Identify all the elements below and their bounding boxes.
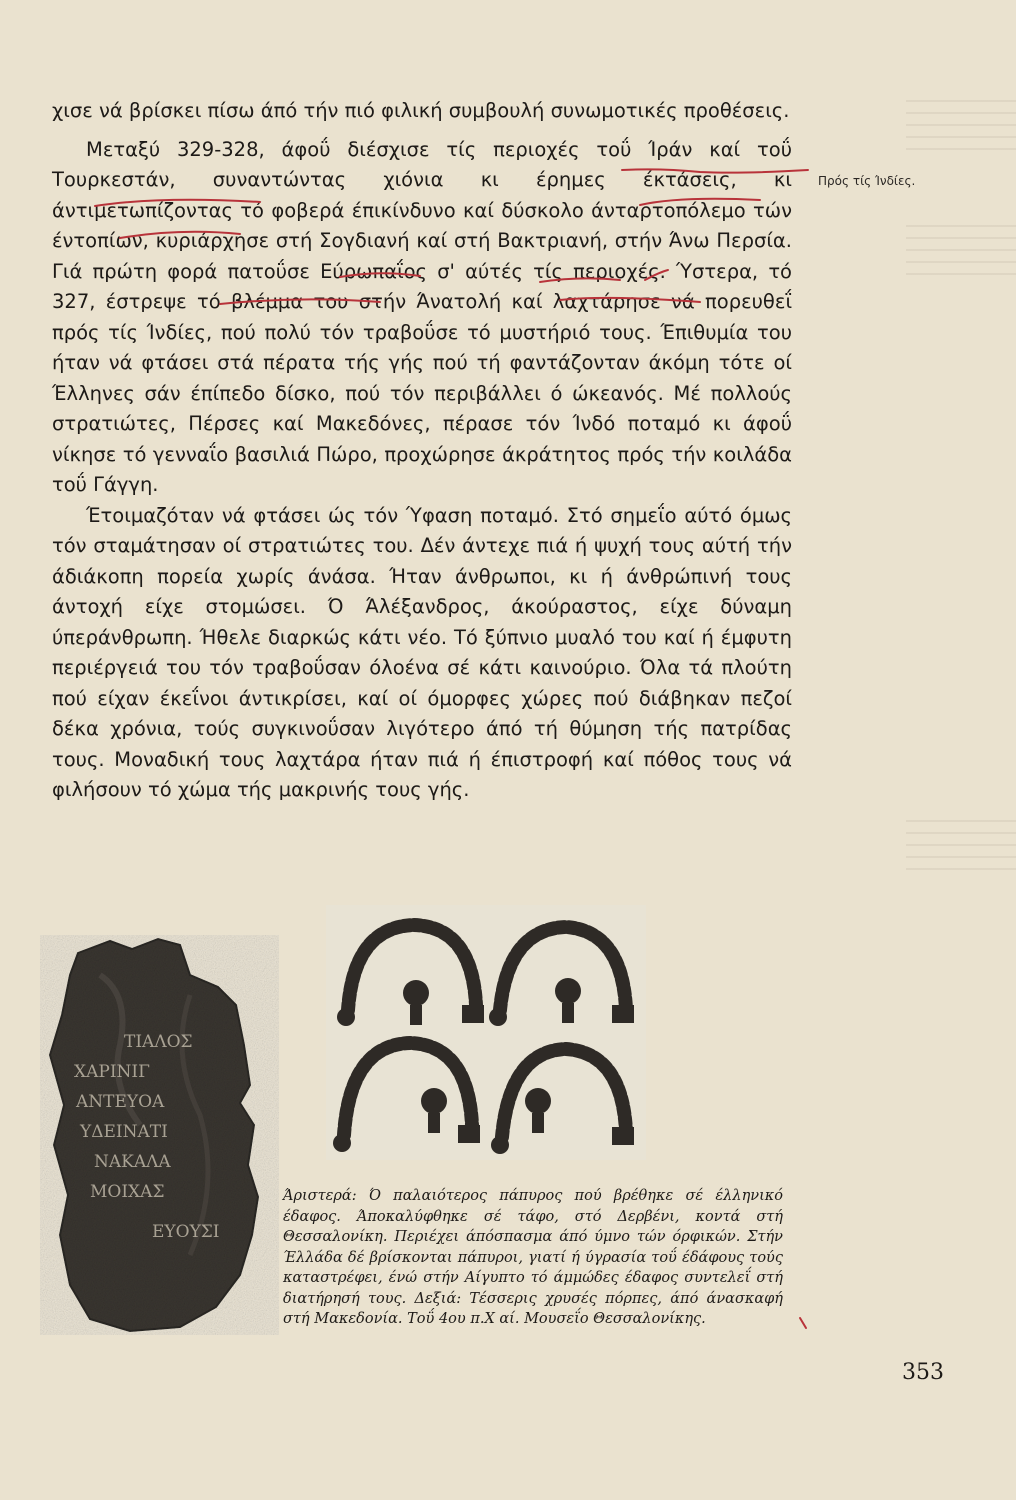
brooch xyxy=(333,1043,480,1152)
papyrus-line-4: ΥΔΕΙΝΑΤΙ xyxy=(80,1122,168,1142)
papyrus-line-6: ΜΟΙΧΑΣ xyxy=(90,1182,165,1202)
bleed-through-text xyxy=(906,225,1016,285)
brooch xyxy=(491,1049,634,1154)
papyrus-line-5: ΝΑΚΑΛΑ xyxy=(94,1152,171,1172)
papyrus-photo xyxy=(40,935,280,1335)
papyrus-line-2: ΧΑΡΙΝΙΓ xyxy=(74,1062,150,1082)
paragraph-3: Έτοιμαζόταν νά φτάσει ώς τόν Ύφαση ποταμό. Στό σημεΐο αύτό όμως τόν σταμάτησαν οί στρατιώτες του. Δέν άντεχε πιά ή ψυχή τους αύτή τήν άδιάκοπη πορεία χωρίς άνάσα. Ήταν άνθρωποι, κι ή άνθρώπινή τους άντοχή είχε στομώσει. Ό Άλέξανδρος, άκούραστος, είχε δύναμη ύπεράνθρωπη. Ήθελε διαρκώς κάτι νέο. Τό ξύπνιο μυαλό του καί ή έμφυτη περιέργειά του τόν τραβοΰσαν όλοένα σέ κάτι καινούριο. Όλα τά πλούτη πού είχαν έκεΐνοι άντικρίσει, καί οί όμορφες χώρες πού διάβηκαν πεζοί δέκα χρόνια, τούς συγκινοΰσαν λιγότερο άπό τή θύμηση τής πατρίδας τους. Μοναδική τους λαχτάρα ήταν πιά ή έπιστροφή καί πόθος τους νά φιλήσουν τό χώμα τής μακρινής τους γής. xyxy=(52,503,792,801)
page-number: 353 xyxy=(902,1360,944,1385)
brooches-photo xyxy=(326,905,646,1160)
papyrus-line-3: ΑΝΤΕΥΟΑ xyxy=(76,1092,165,1112)
figure-caption: Άριστερά: Ό παλαιότερος πάπυρος πού βρέθηκε σέ έλληνικό έδαφος. Άποκαλύφθηκε σέ τάφο, στό Δερβένι, κοντά στή Θεσσαλονίκη. Περιέχει άπόσπασμα άπό ύμνο τών όρφικών. Στήν Έλλάδα δέ βρίσκονται πάπυροι, γιατί ή ύγρασία τοΰ έδάφους τούς καταστρέφει, ένώ στήν Αίγυπτο τό άμμώδες έδαφος συντελεΐ στή διατήρησή τους. Δεξιά: Τέσσερις χρυσές πόρπες, άπό άνασκαφή στή Μακεδονία. Τοΰ 4ου π.Χ αί. Μουσεΐο Θεσσαλονίκης. xyxy=(283,1188,783,1327)
papyrus-line-7: ΕΥΟΥΣΙ xyxy=(152,1222,220,1242)
papyrus-line-1: ΤΙΑΛΟΣ xyxy=(124,1032,193,1052)
brooch xyxy=(489,927,634,1026)
bleed-through-text xyxy=(906,100,1016,160)
brooch xyxy=(337,925,484,1026)
paragraph-2: Μεταξύ 329-328, άφοΰ διέσχισε τίς περιοχές τοΰ Ίράν καί τοΰ Τουρκεστάν, συναντώντας χιόνια κι έρημες έκτάσεις, κι άντιμετωπίζοντας τό φοβερά έπικίνδυνο καί δύσκολο άνταρτοπόλεμο τών έντοπίων, κυριάρχησε στή Σογδιανή καί στή Βακτριανή, στήν Άνω Περσία. Γιά πρώτη φορά πατοΰσε Εύρωπαΐος σ' αύτές τίς περιοχές. Ύστερα, τό 327, έστρεψε τό βλέμμα του στήν Άνατολή καί λαχτάρησε νά πορευθεΐ πρός τίς Ίνδίες, πού πολύ τόν τραβοΰσε τό μυστήριό τους. Έπιθυμία του ήταν νά φτάσει στά πέρατα τής γής πού τή φαντάζονταν άκόμη τότε οί Έλληνες σάν έπίπεδο δίσκο, πού τόν περιβάλλει ό ώκεανός. Μέ πολλούς στρατιώτες, Πέρσες καί Μακεδόνες, πέρασε τόν Ίνδό ποταμό κι άφοΰ νίκησε τό γενναΐο βασιλιά Πώρο, προχώρησε άκράτητος πρός τήν κοιλάδα τοΰ Γάγγη. xyxy=(52,137,792,496)
margin-note: Πρός τίς Ίνδίες. xyxy=(818,174,916,188)
main-text xyxy=(52,96,792,806)
bleed-through-text xyxy=(906,820,1016,880)
paragraph-1: χισε νά βρίσκει πίσω άπό τήν πιό φιλική συμβουλή συνωμοτικές προθέσεις. xyxy=(52,99,790,122)
